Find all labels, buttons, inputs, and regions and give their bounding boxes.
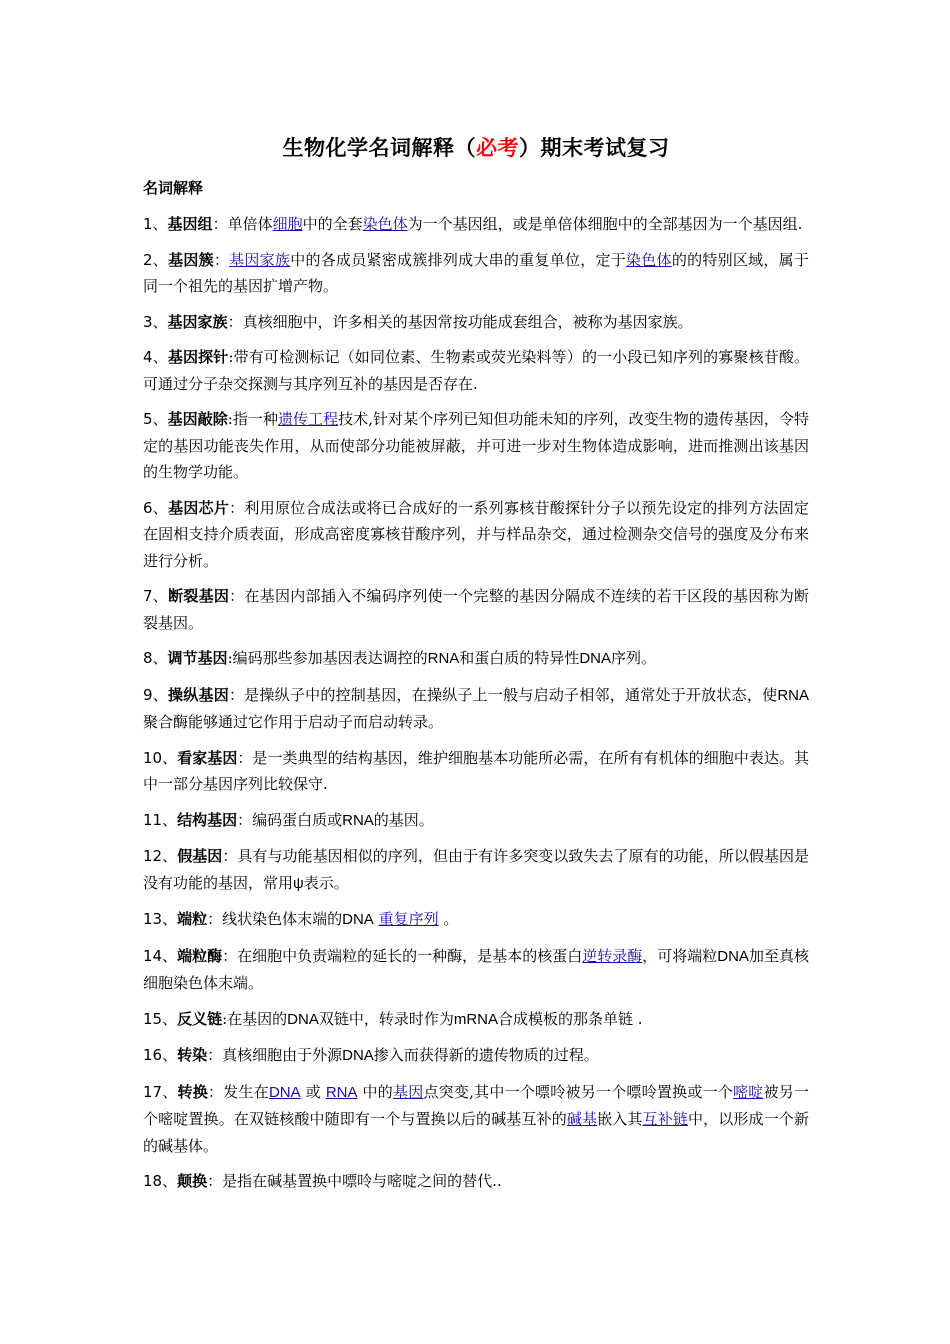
entry-text: RNA (342, 811, 374, 829)
entry-number: 5、 (143, 410, 168, 428)
entry-number: 10、 (143, 748, 178, 767)
entry-text: DNA (342, 911, 374, 928)
entry-text: 的的特别区域，属于同一个祖先的基因扩增产物。 (143, 250, 809, 295)
entry-term: 端粒 (177, 910, 208, 928)
entry-number: 11、 (143, 810, 178, 829)
entry-text: 技术,针对某个序列已知但功能未知的序列，改变生物的遗传基因，令特定的基因功能丧失作用，从而使部分功能被屏蔽，并可进一步对生物体造成影响，进而推测出该基因的生物学功能。 (143, 410, 809, 481)
entry-term: 基因家族 (167, 312, 228, 331)
entry-text: ：在基因内部插入不编码序列使一个完整的基因分隔成不连续的若干区段的基因称为断裂基因。 (143, 587, 809, 632)
entry-text: 和蛋白质的特异性 (459, 649, 580, 667)
glossary-entry (143, 843, 809, 897)
entry-text: :在基因的 (222, 1009, 288, 1028)
entry-term: 调节基因 (167, 649, 228, 667)
page-title (143, 132, 809, 164)
entry-text: ：利用原位合成法或将已合成好的一系列寡核苷酸探针分子以预先设定的排列方法固定在固相支持介质表面，形成高密度寡核苷酸序列，并与样品杂交，通过检测杂交信号的强度及分布来进行分析。 (143, 498, 809, 570)
entry-number: 2、 (143, 250, 169, 269)
entry-term: 颠换 (177, 1172, 208, 1190)
entry-text: :指一种 (227, 410, 278, 428)
entry-text: 点突变,其中一个嘌呤被另一个嘌呤置换或一个 (423, 1082, 734, 1101)
entry-number: 6、 (143, 498, 169, 517)
entry-text: 中的 (357, 1082, 393, 1101)
entry-number: 3、 (143, 312, 168, 331)
entry-text: ，可将端粒 (642, 946, 718, 965)
entry-term: 结构基因 (177, 810, 238, 829)
entry-text: ：是一类典型的结构基因，维护细胞基本功能所必需，在所有有机体的细胞中表达。其中一部分基因序列比较保守. (143, 748, 809, 793)
glossary-entry (143, 495, 809, 575)
entry-number: 12、 (143, 847, 178, 865)
entry-text: ： (213, 250, 230, 269)
glossary-entry (143, 1006, 809, 1034)
entry-number: 8、 (143, 649, 168, 667)
glossary-entry (143, 682, 809, 736)
glossary-entry (143, 211, 809, 238)
glossary-list (143, 211, 809, 1195)
entry-term: 看家基因 (177, 748, 238, 767)
entry-term: 转换 (177, 1082, 209, 1101)
entry-text: ψ (293, 874, 304, 892)
glossary-entry (143, 344, 809, 397)
entry-term: 操纵基因 (168, 685, 229, 704)
entry-text: DNA (717, 947, 749, 965)
entry-text: 。 (438, 910, 459, 928)
term-link[interactable]: 嘧啶 (733, 1082, 764, 1101)
entry-text: 聚合酶能够通过它作用于启动子而启动转录。 (143, 713, 444, 731)
entry-number: 15、 (143, 1009, 178, 1028)
entry-term: 端粒酶 (177, 946, 223, 965)
title-highlight: 必考 (476, 136, 519, 160)
entry-text: 为一个基因组，或是单倍体细胞中的全部基因为一个基因组. (407, 215, 803, 233)
entry-text: mRNA (453, 1010, 499, 1028)
entry-term: 断裂基因 (168, 587, 230, 605)
entry-number: 16、 (143, 1046, 178, 1064)
entry-text: 表示。 (303, 873, 349, 892)
entry-text: ：真核细胞由于外源 (207, 1046, 343, 1064)
title-prefix: 生物化学名词解释（ (282, 136, 476, 160)
entry-text: RNA (777, 686, 809, 704)
term-link[interactable]: 基因 (392, 1082, 424, 1101)
glossary-entry (143, 807, 809, 835)
entry-text: 中的全套 (302, 215, 363, 233)
entry-text: 加至真核细胞染色体末端。 (143, 946, 809, 992)
entry-text: DNA (287, 1010, 319, 1028)
entry-term: 基因簇 (168, 250, 214, 269)
entry-number: 13、 (143, 910, 178, 928)
entry-number: 7、 (143, 587, 169, 605)
entry-text: ：具有与功能基因相似的序列，但由于有许多突变以致失去了原有的功能，所以假基因是没有功能的基因，常用 (143, 847, 809, 892)
entry-term: 基因芯片 (168, 498, 230, 517)
entry-text: 合成模板的那条单链 . (498, 1009, 643, 1028)
entry-text: 或 (300, 1082, 326, 1101)
entry-text: ：线状染色体末端的 (207, 910, 343, 928)
entry-text: 嵌入其 (597, 1110, 643, 1128)
term-link[interactable]: 互补链 (642, 1110, 688, 1128)
entry-text: ：编码蛋白质或 (237, 810, 343, 829)
term-link[interactable]: 基因家族 (229, 250, 291, 269)
entry-term: 假基因 (177, 847, 223, 865)
glossary-entry (143, 1042, 809, 1070)
glossary-entry (143, 1168, 809, 1195)
title-suffix: ）期末考试复习 (519, 136, 670, 160)
entry-text: 被另一个嘧啶置换。在双链核酸中随即有一个与置换以后的碱基互补的 (143, 1082, 809, 1128)
entry-term: 基因探针 (167, 348, 229, 366)
glossary-entry (143, 745, 809, 798)
entry-text: 的基因。 (373, 810, 434, 829)
entry-number: 14、 (143, 946, 178, 965)
entry-term: 基因组 (167, 215, 213, 233)
glossary-entry (143, 309, 809, 336)
entry-number: 1、 (143, 215, 168, 233)
entry-text: ：单倍体 (212, 215, 273, 233)
entry-term: 转染 (177, 1046, 208, 1064)
entry-text: RNA (427, 650, 460, 667)
entry-text: ：发生在 (208, 1082, 269, 1101)
term-link[interactable]: 染色体 (362, 215, 408, 233)
entry-text: ：是指在碱基置换中嘌呤与嘧啶之间的替代.. (207, 1172, 502, 1190)
entry-text: 双链中，转录时作为 (318, 1009, 454, 1028)
glossary-entry (143, 247, 809, 300)
term-link[interactable]: 重复序列 (378, 910, 439, 928)
entry-text: ：是操纵子中的控制基因，在操纵子上一般与启动子相邻，通常处于开放状态，使 (228, 685, 778, 704)
entry-text: 中的各成员紧密成簇排列成大串的重复单位，定于 (290, 250, 627, 269)
term-link[interactable]: 碱基 (566, 1110, 598, 1128)
section-heading: 名词解释 (143, 179, 204, 197)
entry-text: DNA (579, 650, 611, 667)
entry-text: 中，以形成一个新的碱基体。 (143, 1110, 809, 1155)
entry-number: 18、 (143, 1172, 178, 1190)
term-link[interactable]: RNA (325, 1083, 358, 1101)
entry-text: 掺入而获得新的遗传物质的过程。 (373, 1046, 599, 1064)
entry-text: ：真核细胞中，许多相关的基因常按功能成套组合，被称为基因家族。 (227, 312, 693, 331)
term-link[interactable]: 遗传工程 (277, 410, 339, 428)
entry-number: 4、 (143, 348, 168, 366)
glossary-entry (143, 406, 809, 486)
entry-number: 17、 (143, 1082, 178, 1101)
entry-term: 基因敲除 (167, 410, 228, 428)
entry-text: ：在细胞中负责端粒的延长的一种酶，是基本的核蛋白 (222, 946, 583, 965)
entry-number: 9、 (143, 685, 169, 704)
entry-term: 反义链 (177, 1009, 223, 1028)
document-page (143, 132, 809, 1204)
entry-text: :编码那些参加基因表达调控的 (227, 649, 428, 667)
entry-text: :带有可检测标记（如同位素、生物素或荧光染料等）的一小段已知序列的寡聚核苷酸。可通过分子杂交探测与其序列互补的基因是否存在. (143, 348, 810, 393)
term-link[interactable]: 逆转录酶 (582, 946, 643, 965)
term-link[interactable]: DNA (268, 1083, 301, 1101)
glossary-entry (143, 906, 809, 934)
glossary-entry (143, 645, 809, 673)
entry-text: 序列。 (610, 649, 656, 667)
glossary-entry (143, 1079, 809, 1160)
term-link[interactable]: 染色体 (626, 250, 672, 269)
glossary-entry (143, 943, 809, 997)
entry-text: DNA (342, 1047, 374, 1064)
term-link[interactable]: 细胞 (272, 215, 303, 233)
glossary-entry (143, 583, 809, 636)
